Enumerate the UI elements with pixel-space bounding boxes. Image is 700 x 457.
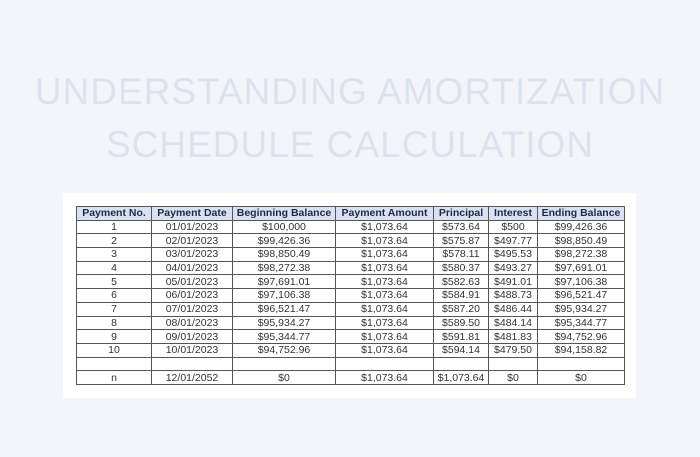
table-cell: $1,073.64 (336, 316, 434, 330)
table-cell (489, 357, 538, 371)
table-cell: $1,073.64 (336, 248, 434, 262)
table-cell: $98,272.38 (233, 261, 336, 275)
table-cell: $98,850.49 (538, 234, 625, 248)
table-cell: $495.53 (489, 248, 538, 262)
table-cell: $1,073.64 (336, 261, 434, 275)
page-title-line-2: SCHEDULE CALCULATION (105, 124, 595, 165)
table-cell: $97,106.38 (538, 275, 625, 289)
table-cell: 07/01/2023 (152, 302, 233, 316)
table-cell: n (77, 371, 152, 385)
table-cell (233, 357, 336, 371)
table-cell: 1 (77, 220, 152, 234)
table-cell: $1,073.64 (336, 343, 434, 357)
table-cell: $486.44 (489, 302, 538, 316)
table-cell: $491.01 (489, 275, 538, 289)
table-cell (336, 357, 434, 371)
table-cell: 09/01/2023 (152, 330, 233, 344)
table-cell: $94,158.82 (538, 343, 625, 357)
table-cell (77, 357, 152, 371)
table-cell: $95,934.27 (538, 302, 625, 316)
table-cell: $488.73 (489, 289, 538, 303)
table-cell: $587.20 (434, 302, 489, 316)
table-row (77, 234, 625, 248)
table-cell: 8 (77, 316, 152, 330)
table-cell: $98,272.38 (538, 248, 625, 262)
table-cell: $1,073.64 (336, 289, 434, 303)
table-cell: $493.27 (489, 261, 538, 275)
column-header: Payment Amount (336, 207, 434, 221)
table-cell: $500 (489, 220, 538, 234)
column-header: Payment No. (77, 207, 152, 221)
table-cell: $95,344.77 (538, 316, 625, 330)
table-row (77, 357, 625, 371)
table-cell: $94,752.96 (233, 343, 336, 357)
table-cell: 3 (77, 248, 152, 262)
table-cell: $0 (489, 371, 538, 385)
table-cell: 10 (77, 343, 152, 357)
table-cell: $97,691.01 (538, 261, 625, 275)
table-cell: $1,073.64 (336, 220, 434, 234)
table-cell: 06/01/2023 (152, 289, 233, 303)
table-cell: 05/01/2023 (152, 275, 233, 289)
table-cell: $582.63 (434, 275, 489, 289)
table-cell (538, 357, 625, 371)
column-header: Principal (434, 207, 489, 221)
table-cell: $99,426.36 (538, 220, 625, 234)
table-cell (434, 357, 489, 371)
table-cell: 04/01/2023 (152, 261, 233, 275)
table-cell: $591.81 (434, 330, 489, 344)
table-cell: $573.64 (434, 220, 489, 234)
table-cell: 2 (77, 234, 152, 248)
table-row (77, 343, 625, 357)
table-row (77, 330, 625, 344)
table-cell: $94,752.96 (538, 330, 625, 344)
column-header: Beginning Balance (233, 207, 336, 221)
table-cell: 02/01/2023 (152, 234, 233, 248)
table-cell: 7 (77, 302, 152, 316)
table-cell: $98,850.49 (233, 248, 336, 262)
table-cell: $481.83 (489, 330, 538, 344)
table-cell: 5 (77, 275, 152, 289)
table-cell: $1,073.64 (336, 275, 434, 289)
table-cell: $578.11 (434, 248, 489, 262)
table-cell: $96,521.47 (233, 302, 336, 316)
table-row (77, 261, 625, 275)
table-cell: 6 (77, 289, 152, 303)
table-cell: $589.50 (434, 316, 489, 330)
table-row (77, 220, 625, 234)
table-cell: $580.37 (434, 261, 489, 275)
table-cell: $97,691.01 (233, 275, 336, 289)
table-row (77, 302, 625, 316)
table-row (77, 316, 625, 330)
table-cell: 08/01/2023 (152, 316, 233, 330)
table-cell: 4 (77, 261, 152, 275)
table-row (77, 248, 625, 262)
table-cell: $1,073.64 (336, 302, 434, 316)
table-cell: $97,106.38 (233, 289, 336, 303)
amortization-table (76, 206, 625, 385)
table-cell: $484.14 (489, 316, 538, 330)
page-title-line-1: UNDERSTANDING AMORTIZATION (34, 71, 666, 112)
table-cell: $96,521.47 (538, 289, 625, 303)
table-cell: $99,426.36 (233, 234, 336, 248)
table-cell: $584.91 (434, 289, 489, 303)
table-cell: $95,344.77 (233, 330, 336, 344)
table-cell: $95,934.27 (233, 316, 336, 330)
table-cell: $1,073.64 (434, 371, 489, 385)
table-cell: $1,073.64 (336, 234, 434, 248)
table-cell: 10/01/2023 (152, 343, 233, 357)
table-row (77, 371, 625, 385)
column-header: Ending Balance (538, 207, 625, 221)
column-header: Payment Date (152, 207, 233, 221)
table-row (77, 289, 625, 303)
table-cell: 9 (77, 330, 152, 344)
table-cell (152, 357, 233, 371)
table-header-row (77, 207, 625, 221)
table-cell: $1,073.64 (336, 330, 434, 344)
table-cell: $575.87 (434, 234, 489, 248)
table-cell: 03/01/2023 (152, 248, 233, 262)
table-cell: $0 (538, 371, 625, 385)
table-row (77, 275, 625, 289)
table-cell: $479.50 (489, 343, 538, 357)
table-cell: $0 (233, 371, 336, 385)
table-cell: $100,000 (233, 220, 336, 234)
column-header: Interest (489, 207, 538, 221)
table-cell: $1,073.64 (336, 371, 434, 385)
table-cell: $594.14 (434, 343, 489, 357)
table-cell: 01/01/2023 (152, 220, 233, 234)
table-cell: 12/01/2052 (152, 371, 233, 385)
table-cell: $497.77 (489, 234, 538, 248)
